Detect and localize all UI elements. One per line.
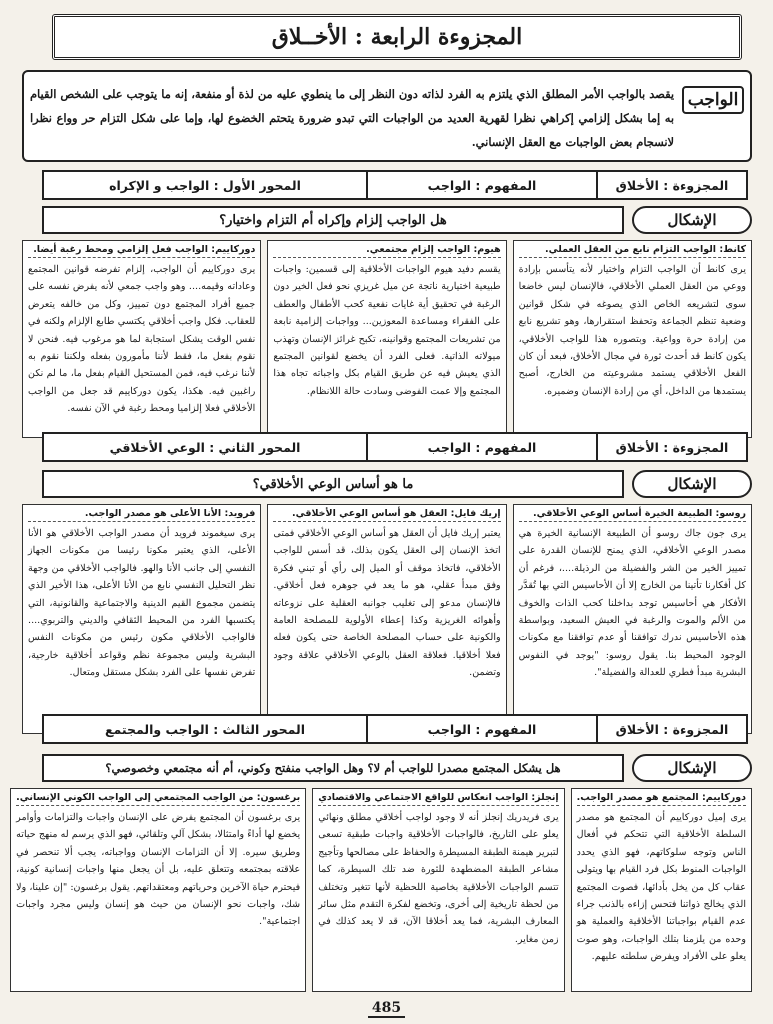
column-body: يرى جون جاك روسو أن الطبيعة الإنسانية الخيرة هي مصدر الوعي الأخلاقي، الذي يمنح للإنسان القدرة على تمييز الخير من الشر والفضيلة من الرذيلة....، فرغم أن كل أفكارنا تأتينا من الخارج إلا أن الأحاسيس التي بها تُقدَّر الأفكار هي أحاسيس توجد بداخلنا كحب الذات والخوف من الألم والموت والرغبة في العيش السعيد، وبواسطة هذه الأحاسيس ندرك توافقنا أو عدم توافقنا مع مكونات الوجود المحيط بنا. يقول روسو: "يوجد في النفوس البشرية مبدأ فطري للعدالة والفضيلة". (518, 528, 746, 679)
section-2-columns (22, 504, 752, 734)
problem-tag: الإشكال (632, 754, 752, 782)
text-column (312, 788, 564, 992)
column-body: يرى كانط أن الواجب التزام واختيار لأنه يتأسس بإرادة ووعي من العقل العملي الأخلاقي، فالإنسان ليس خاضعا سوى لتشريعه الخاص الذي يصوغه في شكل قوانين وضعية تنظم الجماعة وتحفظ استقرارها، وهو تشريع نابع من إرادة حرة وواعية. وبتصوره هذا للواجب الأخلاقي، يكون كانط قد أحدث ثورة في مجال الأخلاق، فبعد أن كان الفعل الأخلاقي يستمد مشروعيته من الخارج، أصبح يستمدها من الداخل، أي من إرادة الإنسان وضميره. (518, 264, 746, 397)
page (16, 14, 752, 994)
text-column (571, 788, 752, 992)
column-heading: إنجلز: الواجب انعكاس للواقع الاجتماعي والاقتصادي (318, 792, 558, 806)
column-heading: دوركاييم: المجتمع هو مصدر الواجب. (577, 792, 746, 806)
column-heading: دوركاييم: الواجب فعل إلزامي ومحط رغبة أيضا. (28, 244, 255, 258)
column-heading: إريك فايل: العقل هو أساس الوعي الأخلاقي. (273, 508, 500, 522)
section-2-problem-row (22, 470, 752, 498)
text-column (513, 240, 752, 438)
column-heading: فرويد: الأنا الأعلى هو مصدر الواجب. (28, 508, 255, 522)
concept-label: المفهوم : الواجب (366, 716, 596, 742)
text-column (22, 504, 261, 734)
text-column (10, 788, 306, 992)
section-3-info-row (42, 714, 748, 744)
problem-tag: الإشكال (632, 470, 752, 498)
column-body: يعتبر إريك فايل أن العقل هو أساس الوعي الأخلاقي فمتى اتخذ الإنسان إلى العقل يكون بذلك، قد أسس للواجب الأخلاقي، فاتخاذ موقف أو الميل إلى رأي أو تبني فكرة وفق مبدأ عقلي، هو ما يعد في جوهره فعل أخلاقي. فالإنسان مدعو إلى تغليب جوانبه العقلية على نزوعاته وأهوائه الغريزية وكذا إعطاء الأولوية للمصلحة العامة والكونية على حساب المصلحة الخاصة حتى يكون فعله فعلا أخلاقيا. فعلاقة العقل بالوعي الأخلاقي علاقة وجود وتضمن. (273, 528, 501, 679)
definition-box (22, 70, 752, 162)
problem-tag: الإشكال (632, 206, 752, 234)
section-1-info-row (42, 170, 748, 200)
module-label: المجزوءة : الأخلاق (596, 716, 746, 742)
text-column (267, 504, 506, 734)
section-3-problem-row (22, 754, 752, 782)
column-body: يقسم دفيد هيوم الواجبات الأخلاقية إلى قسمين: واجبات طبيعية اختيارية ناتجة عن ميل غريزي نحو فعل الخير دون الرغبة في تحقيق أية غايات نفعية كحب الأطفال والعطف على الفقراء ومساعدة المعوزين... وواجبات إلزامية نابعة من تشريعات المجتمع وقوانينه، تكبح غرائز الإنسان وتهذب ميولاته الذاتية. فعلى الفرد أن يخضع لقوانين المجتمع الذي يعيش فيه عن طريق القيام بكل واجباته تجاه هذا المجتمع وإلا عمت الفوضى وسادت حالة اللانظام. (273, 264, 501, 397)
column-heading: هيوم: الواجب إلزام مجتمعي. (273, 244, 500, 258)
section-2-info-row (42, 432, 748, 462)
text-column (267, 240, 506, 438)
problem-question: هل يشكل المجتمع مصدرا للواجب أم لا؟ وهل الواجب منفتح وكوني، أم أنه مجتمعي وخصوصي؟ (42, 754, 624, 782)
text-column (513, 504, 752, 734)
definition-tag: الواجب (682, 86, 744, 114)
page-number-text: 485 (368, 1000, 405, 1018)
column-heading: روسو: الطبيعة الخيرة أساس الوعي الأخلاقي. (519, 508, 746, 522)
module-label: المجزوءة : الأخلاق (596, 172, 746, 198)
column-heading: برغسون: من الواجب المجتمعي إلى الواجب الكوني الإنساني. (16, 792, 300, 806)
concept-label: المفهوم : الواجب (366, 434, 596, 460)
page-title: المجزوءة الرابعة : الأخــلاق (52, 14, 742, 60)
text-column (22, 240, 261, 438)
problem-question: هل الواجب إلزام وإكراه أم التزام واختيار؟ (42, 206, 624, 234)
axis-label: المحور الأول : الواجب و الإكراه (109, 177, 301, 193)
section-1-problem-row (22, 206, 752, 234)
section-1-columns (22, 240, 752, 438)
column-body: يرى إميل دوركاييم أن المجتمع هو مصدر السلطة الأخلاقية التي تتحكم في أفعال الناس وتوجه سلوكاتهم، فهو الذي يحدد الواجبات المنوط بكل فرد القيام بها ويتولى عقاب كل من يخل بأدائها، فصوت المجتمع الذي يخالج ذواتنا فتحس إزاءه بالذنب جراء عدم القيام بواجباتنا الأخلاقية والعملية هو وحده من يلزمنا بتلك الواجبات، وهو صوت يعلو على الأفراد ويفرض سلطته عليهم. (576, 812, 746, 963)
section-3-columns (16, 788, 752, 992)
page-number (0, 1000, 773, 1016)
axis-label: المحور الثاني : الوعي الأخلاقي (109, 439, 301, 455)
problem-question: ما هو أساس الوعي الأخلاقي؟ (42, 470, 624, 498)
column-body: يرى برغسون أن المجتمع يفرض على الإنسان واجبات والتزامات وأوامر يخضع لها أداءً وامتثالا، بشكل آلي وتلقائي، فهو الذي يرسم له منهج حياته وطريق سيره. إلا أن التزامات الإنسان وواجباته، يجب ألا تنحصر في علاقته بمجتمعه وتتعلق عليه، بل أن يجعل منها واجبات إنسانية كونية، فيحترم حياة الآخرين وحرياتهم ومعتقداتهم. يقول برغسون: "إن علينا، ولا شك، واجبات نحو الإنسان من حيث هو إنسان وليس مجرد واجبات اجتماعية". (16, 812, 301, 928)
axis-label: المحور الثالث : الواجب والمجتمع (105, 721, 306, 737)
column-body: يرى سيغموند فرويد أن مصدر الواجب الأخلاقي هو الأنا الأعلى، الذي يعتبر مكونا رئيسا من مكونات الجهاز النفسي إلى جانب الأنا والهو. فالواجب الأخلاقي من وجهة نظر التحليل النفسي نابع من الأنا الأعلى، هذا الأخير الذي يتضمن مجموع القيم الدينية والاجتماعية والقانونية، التي يكتسبها الفرد من المحيط الثقافي والديني والتربوي.... فالواجب الأخلاقي مكون رئيس من مكونات النفس البشرية وليس مجموعة نظم وقواعد أخلاقية خارجية، تفرض نفسها على الفرد بشكل مستقل ومتعال. (28, 528, 256, 679)
module-label: المجزوءة : الأخلاق (596, 434, 746, 460)
column-body: يرى دوركاييم أن الواجب، إلزام تفرضه قوانين المجتمع وعاداته وقيمه.... وهو واجب جمعي لأنه يفرض نفسه على جميع أفراد المجتمع دون تمييز، وكل من خالفه يتعرض للعقاب. فكل واجب أخلاقي يكتسي طابع الإلزام ولكنه في نفس الوقت يشكل استجابة لما هو مرغوب فيه. فنحن لا نقوم بفعل ما، فقط لأننا مأمورون بفعله ولكننا نقوم به لأننا نرغب فيه، فمن المستحيل القيام بفعل ما، ما لم نكن راغبين فيه. هكذا، يكون دوركاييم قد جعل من الواجب الأخلاقي فعلا إلزاميا ومحط رغبة في الآن نفسه. (28, 264, 256, 415)
column-heading: كانط: الواجب التزام نابع من العقل العملي. (519, 244, 746, 258)
definition-text: يقصد بالواجب الأمر المطلق الذي يلتزم به الفرد لذاته دون النظر إلى ما ينطوي عليه من لذة أو منفعة، إنه ما يتوجب على الشخص القيام به إما بشكل إلزامي إكراهي نظرا لقهرية العديد من الواجبات التي تبدو ضرورة يتحتم الخضوع لها، وإما على شكل التزام حر وواع نظرا لانسجام بعض الواجبات مع العقل الإنساني. (30, 87, 674, 149)
concept-label: المفهوم : الواجب (366, 172, 596, 198)
column-body: يرى فريدريك إنجلز أنه لا وجود لواجب أخلاقي مطلق ونهائي يعلو على التاريخ، فالواجبات الأخلاقية واجبات طبقية تسعى لتبرير هيمنة الطبقة المسيطرة والحفاظ على مصالحها وتأجيج مشاعر الطبقة المضطهدة للثورة ضد تلك السيطرة، كما تتسم الواجبات الأخلاقية بخاصية اللحظية لأنها تتغير وتختلف من لحظة تاريخية إلى أخرى، وتخضع لفكرة التقدم مثل سائر المعارف البشرية، فما يعد أخلاقا الآن، قد لا يعد كذلك في زمن مغاير. (318, 812, 559, 945)
